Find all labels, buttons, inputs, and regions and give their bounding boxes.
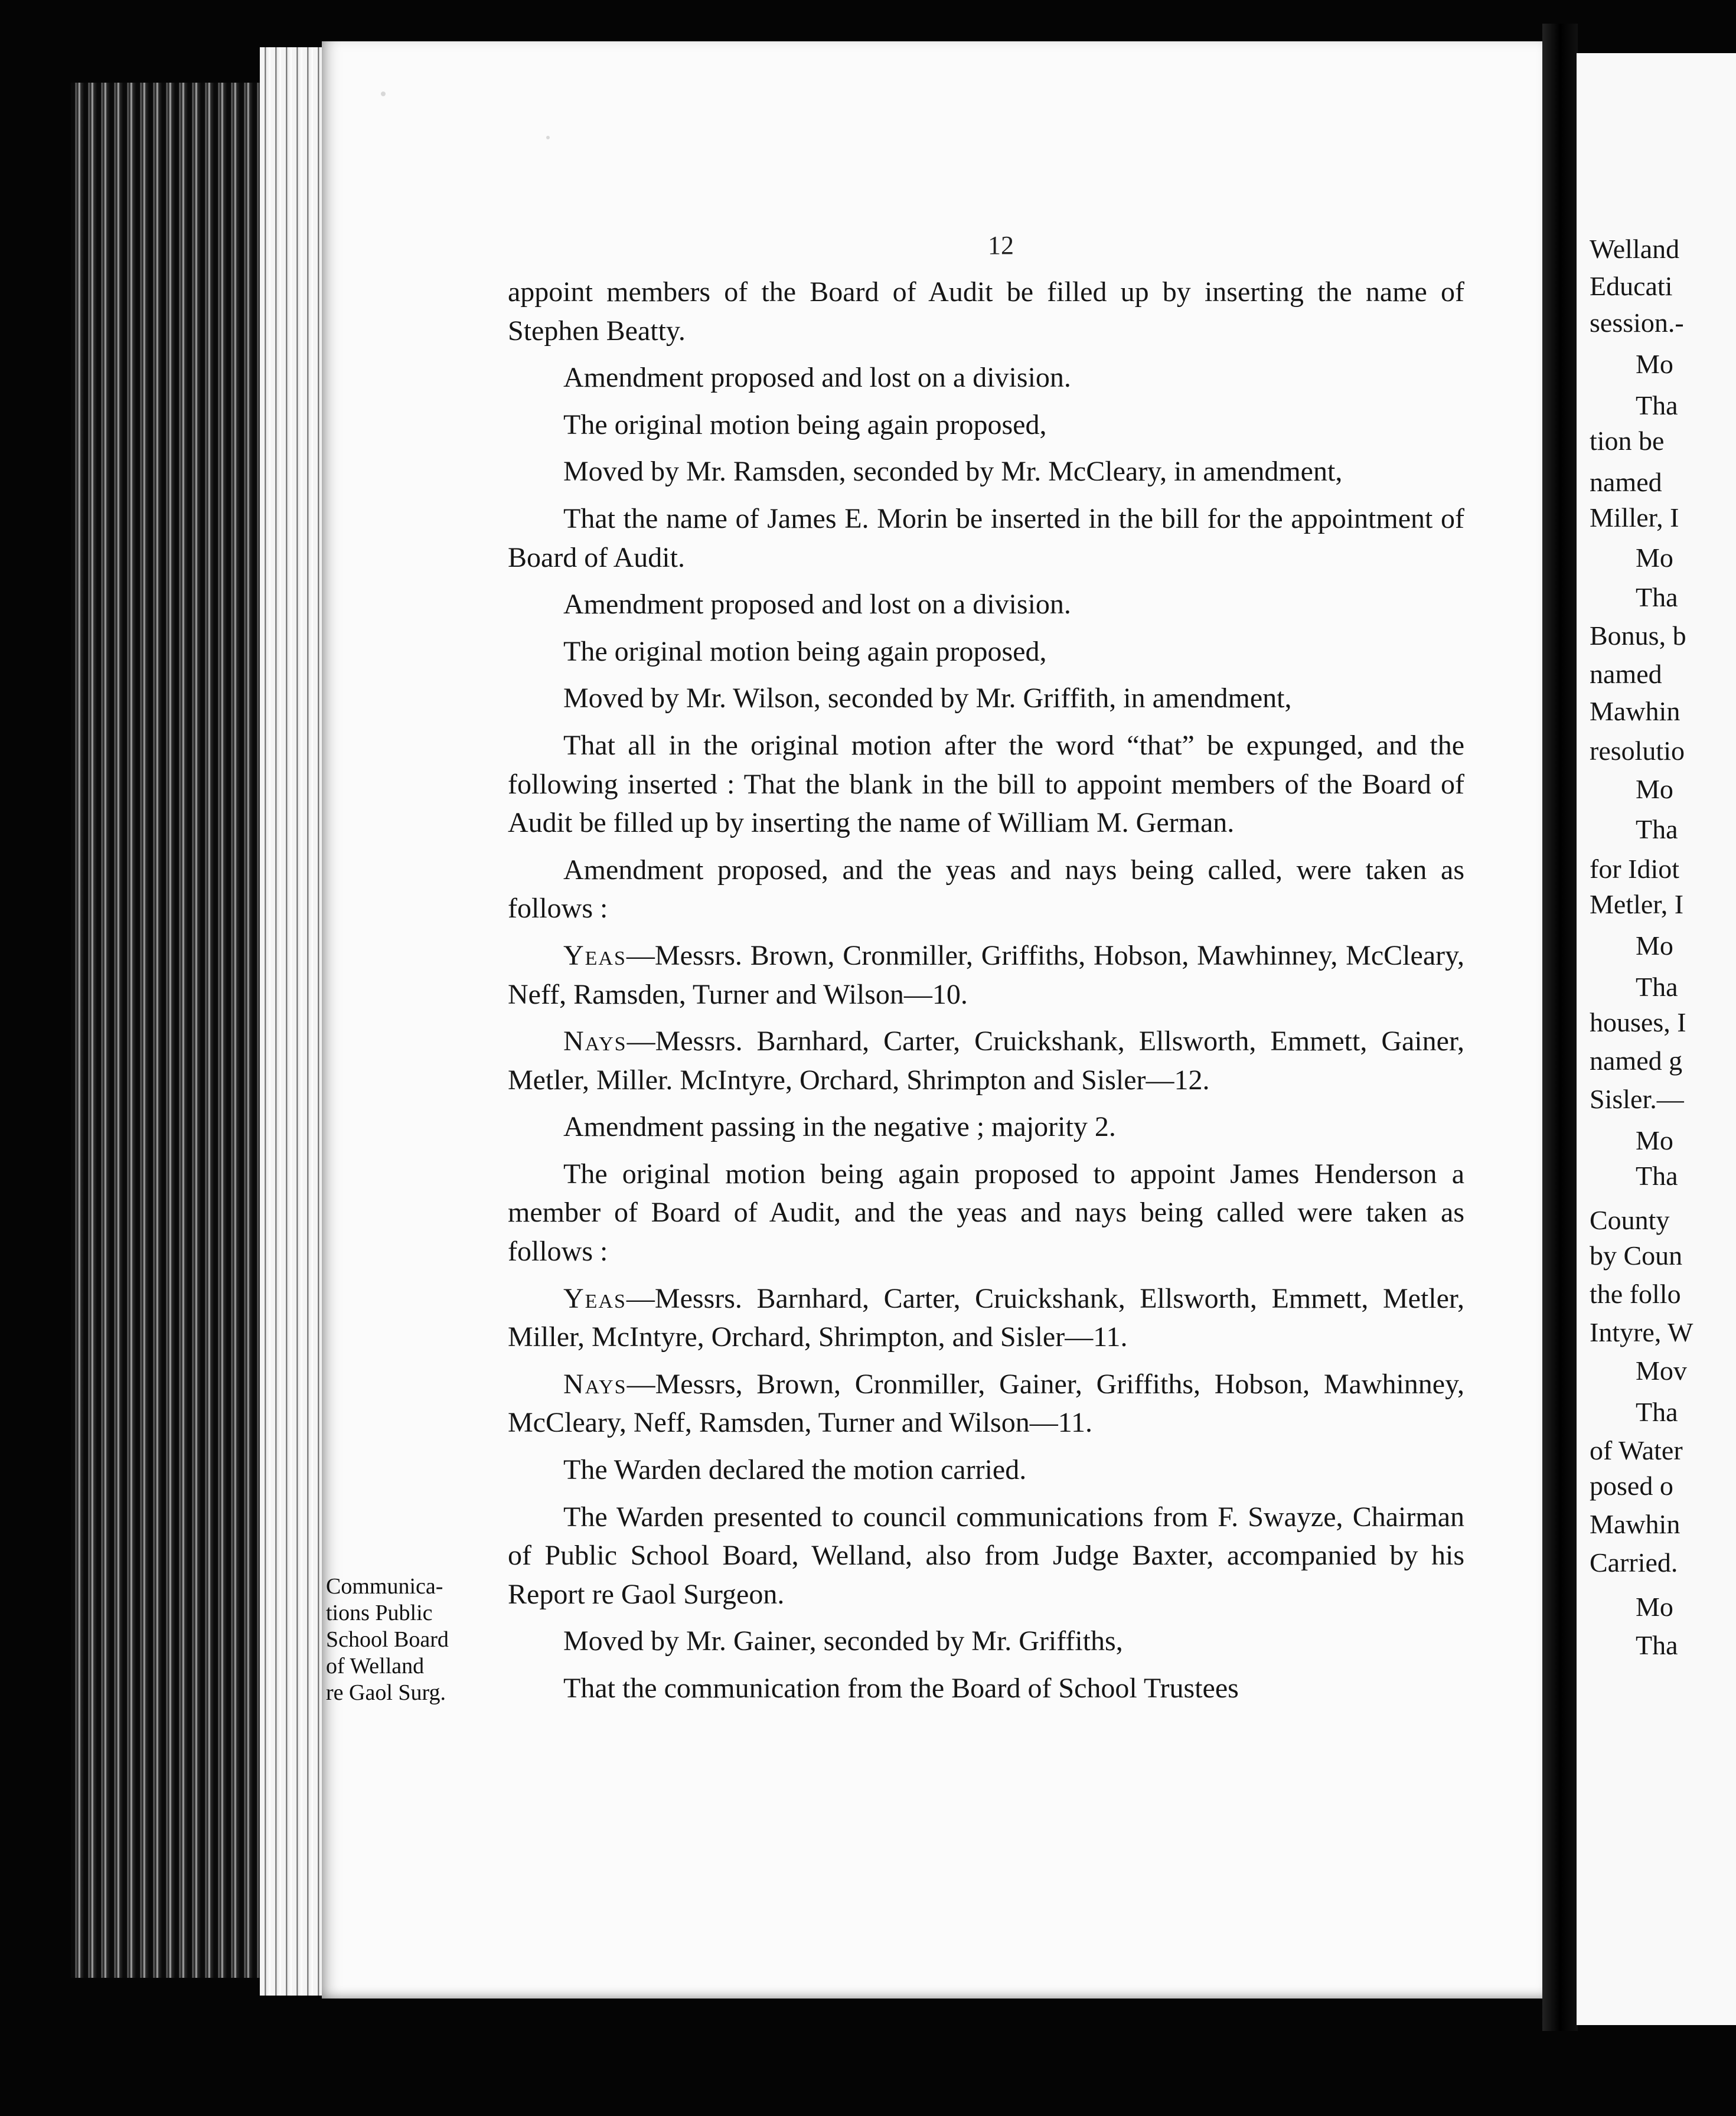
body-paragraph — [508, 273, 1464, 350]
margin-note-line: Communica- — [326, 1574, 443, 1599]
facing-page-line: posed o — [1590, 1471, 1673, 1501]
body-paragraph — [508, 679, 1464, 718]
margin-note-line: re Gaol Surg. — [326, 1680, 446, 1705]
facing-page-line: session.- — [1590, 308, 1684, 338]
body-paragraph — [508, 1669, 1464, 1708]
body-paragraph — [508, 1155, 1464, 1271]
vote-label: Nays — [563, 1368, 627, 1400]
body-paragraph — [508, 1498, 1464, 1614]
facing-page-line: by Coun — [1590, 1240, 1683, 1271]
paragraph-text: Moved by Mr. Gainer, seconded by Mr. Griffiths, — [563, 1625, 1123, 1657]
paragraph-text: The original motion being again proposed, — [563, 409, 1047, 440]
facing-page-line: Educati — [1590, 271, 1673, 301]
margin-note-line: of Welland — [326, 1654, 425, 1679]
body-paragraph — [508, 406, 1464, 445]
facing-page-line: tion be — [1590, 426, 1665, 456]
body-paragraph — [508, 1022, 1464, 1099]
book-fore-edge — [71, 83, 266, 1978]
facing-page-line: Tha — [1636, 1397, 1678, 1427]
facing-page-line: houses, I — [1590, 1007, 1686, 1037]
ink-speck — [381, 92, 386, 96]
facing-page-line: of Water — [1590, 1435, 1683, 1465]
paragraph-text: The Warden declared the motion carried. — [563, 1454, 1027, 1486]
margin-note-line: School Board — [326, 1627, 449, 1652]
body-paragraph — [508, 1622, 1464, 1661]
paragraph-text: —Messrs, Brown, Cronmiller, Gainer, Griffiths, Hobson, Mawhinney, McCleary, Neff, Ramsden, Turner and Wilson—11. — [508, 1368, 1464, 1439]
facing-page-line: for Idiot — [1590, 854, 1680, 884]
facing-page-line: Mo — [1636, 543, 1673, 573]
facing-page-line: the follo — [1590, 1279, 1681, 1309]
marginal-note — [326, 1573, 491, 1706]
ink-speck — [546, 136, 550, 139]
facing-page-line: named g — [1590, 1046, 1683, 1076]
body-paragraph — [508, 1279, 1464, 1357]
paragraph-text: —Messrs. Brown, Cronmiller, Griffiths, Hobson, Mawhinney, McCleary, Neff, Ramsden, Turner and Wilson—10. — [508, 939, 1464, 1010]
paragraph-text: That all in the original motion after the word “that” be expunged, and the following inserted : That the blank in the bill to appoint members of the Board of Audit be filled up by inserting the name of William M. German. — [508, 729, 1464, 839]
body-paragraph — [508, 358, 1464, 397]
facing-page-line: Mawhin — [1590, 1509, 1680, 1539]
margin-note-line: tions Public — [326, 1601, 433, 1625]
body-paragraph — [508, 1365, 1464, 1442]
body-paragraph — [508, 632, 1464, 671]
facing-page-line: Tha — [1636, 814, 1678, 844]
paragraph-text: Amendment passing in the negative ; majority 2. — [563, 1111, 1116, 1143]
facing-page-line: Tha — [1636, 1630, 1678, 1660]
paragraph-text: That the name of James E. Morin be inserted in the bill for the appointment of Board of Audit. — [508, 502, 1464, 573]
paragraph-text: The original motion being again proposed to appoint James Henderson a member of Board of Audit, and the yeas and nays being called were taken as follows : — [508, 1158, 1464, 1268]
body-paragraph — [508, 1451, 1464, 1490]
facing-page-line: resolutio — [1590, 736, 1685, 766]
page-body-text — [508, 273, 1464, 1708]
body-paragraph — [508, 452, 1464, 491]
facing-page-line: Mo — [1636, 349, 1673, 379]
facing-page-line: Sisler.— — [1590, 1084, 1684, 1114]
facing-page-line: Metler, I — [1590, 889, 1684, 919]
facing-page-line: Mo — [1636, 774, 1673, 804]
facing-page — [1577, 53, 1736, 2025]
facing-page-line: Tha — [1636, 1161, 1678, 1191]
book-gutter — [1542, 24, 1578, 2031]
vote-label: Yeas — [563, 1282, 626, 1314]
paragraph-text: —Messrs. Barnhard, Carter, Cruickshank, Ellsworth, Emmett, Gainer, Metler, Miller. McIntyre, Orchard, Shrimpton and Sisler—12. — [508, 1026, 1464, 1096]
facing-page-line: Mo — [1636, 930, 1673, 961]
facing-page-line: Mo — [1636, 1125, 1673, 1155]
facing-page-line: Carried. — [1590, 1547, 1678, 1578]
facing-page-line: Tha — [1636, 972, 1678, 1002]
facing-page-line: Intyre, W — [1590, 1317, 1693, 1347]
paragraph-text: appoint members of the Board of Audit be filled up by inserting the name of Stephen Beatty. — [508, 276, 1464, 347]
paragraph-text: Moved by Mr. Wilson, seconded by Mr. Griffith, in amendment, — [563, 683, 1292, 714]
body-paragraph — [508, 851, 1464, 928]
facing-page-line: Tha — [1636, 582, 1678, 612]
facing-page-line: Mo — [1636, 1592, 1673, 1622]
vote-label: Nays — [563, 1026, 627, 1057]
body-paragraph — [508, 499, 1464, 577]
vote-label: Yeas — [563, 939, 626, 971]
facing-page-line: Tha — [1636, 390, 1678, 420]
facing-page-line: Welland — [1590, 234, 1680, 264]
paragraph-text: Amendment proposed and lost on a division. — [563, 362, 1071, 394]
paragraph-text: Amendment proposed and lost on a division. — [563, 589, 1071, 621]
facing-page-line: Bonus, b — [1590, 621, 1686, 651]
facing-page-line: Miller, I — [1590, 502, 1679, 533]
facing-page-line: Mov — [1636, 1356, 1687, 1386]
body-paragraph — [508, 936, 1464, 1014]
paragraph-text: The original motion being again proposed, — [563, 635, 1047, 667]
facing-page-line: County — [1590, 1205, 1670, 1235]
paragraph-text: Moved by Mr. Ramsden, seconded by Mr. McCleary, in amendment, — [563, 456, 1343, 488]
paragraph-text: Amendment proposed, and the yeas and nays being called, were taken as follows : — [508, 854, 1464, 925]
facing-page-line: Mawhin — [1590, 696, 1680, 726]
facing-page-line: named — [1590, 467, 1662, 497]
body-paragraph — [508, 1108, 1464, 1147]
paragraph-text: —Messrs. Barnhard, Carter, Cruickshank, Ellsworth, Emmett, Metler, Miller, McIntyre, Orchard, Shrimpton, and Sisler—11. — [508, 1282, 1464, 1353]
paragraph-text: The Warden presented to council communications from F. Swayze, Chairman of Public School Board, Welland, also from Judge Baxter, accompanied by his Report re Gaol Surgeon. — [508, 1501, 1464, 1610]
body-paragraph — [508, 585, 1464, 624]
body-paragraph — [508, 726, 1464, 843]
facing-page-line: named — [1590, 659, 1662, 689]
page-number: 12 — [988, 231, 1014, 260]
paragraph-text: That the communication from the Board of School Trustees — [563, 1673, 1239, 1704]
